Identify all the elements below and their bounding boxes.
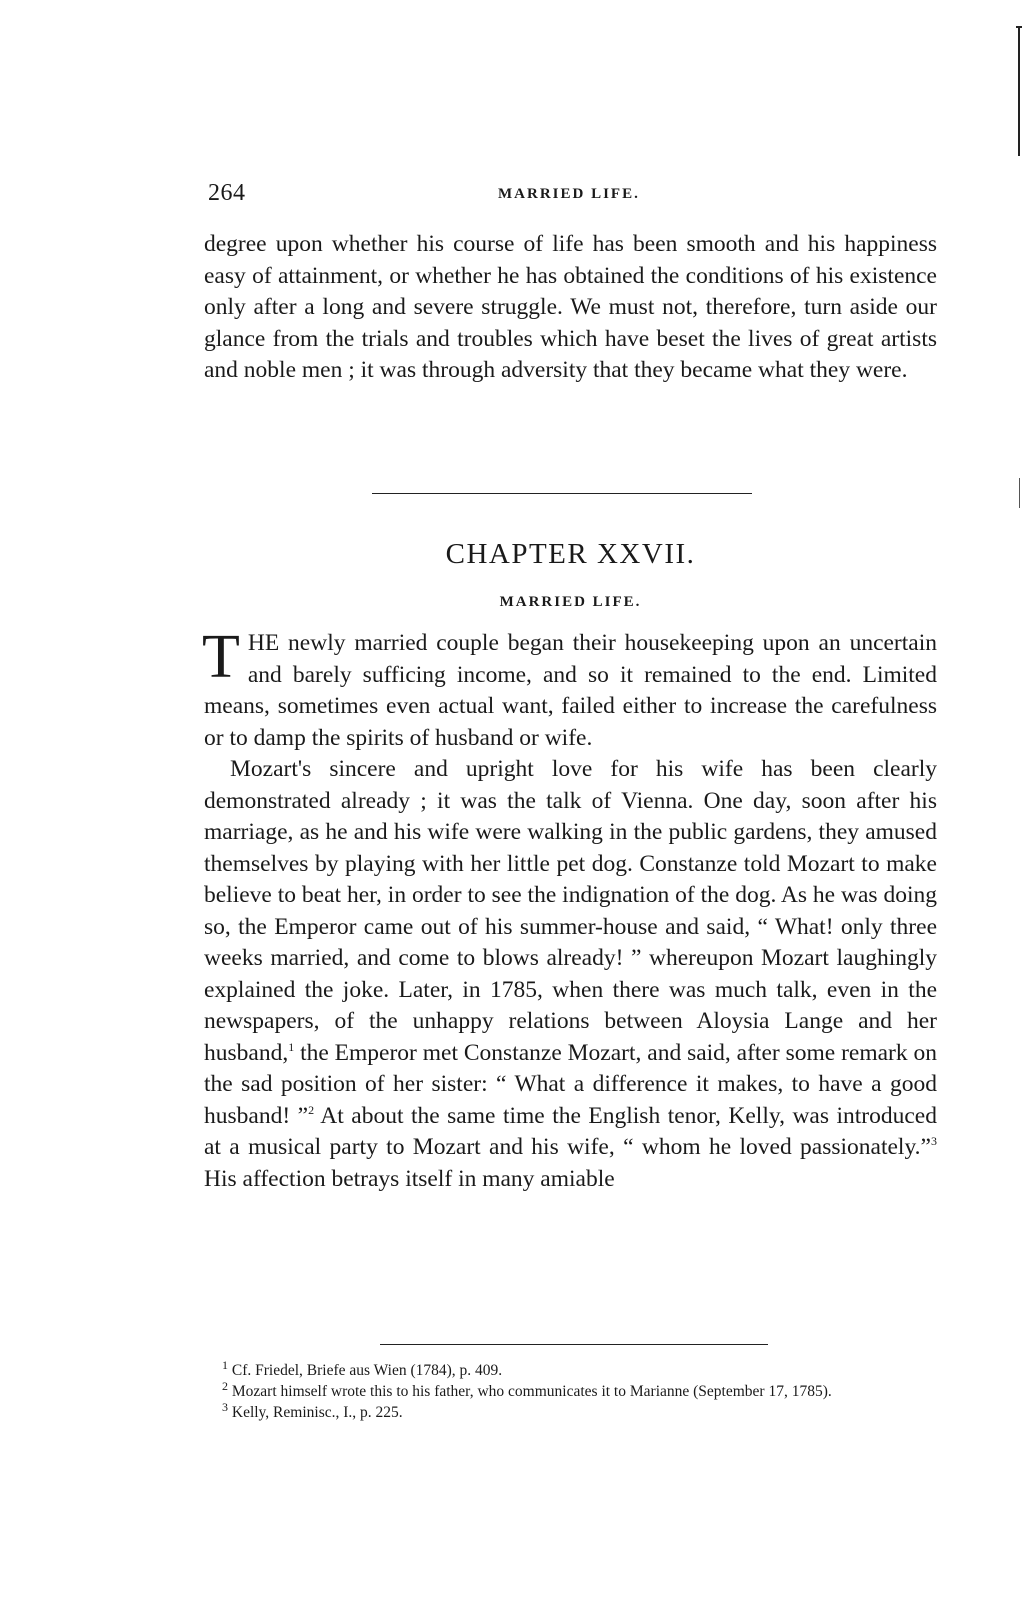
- page-number: 264: [208, 180, 246, 206]
- chapter-divider: [372, 493, 752, 494]
- page-edge-mark: [1019, 478, 1020, 508]
- chapter-heading: CHAPTER XXVII.: [445, 538, 696, 570]
- footnote-3: [204, 1399, 937, 1423]
- page-header: [208, 180, 953, 210]
- running-title: MARRIED LIFE.: [498, 186, 640, 202]
- paragraph-2-part-a: Mozart's sincere and upright love for his wife has been clearly demonstrated already ; it was the talk of Vienna. One day, soon after his marriage, as he and his wife were walking in the public gardens, they amused themselves by playing with her little pet dog. Constanze told Mozart to make believe to beat her, in order to see the indignation of the dog. As he was doing so, the Emperor came out of his summer-house and said, “ What! only three weeks married, and come to blows already! ” whereupon Mozart laughingly explained the joke. Later, in 1785, when there was much talk, even in the newspapers, of the unhappy relations between Aloysia Lange and her husband,: [204, 756, 937, 1066]
- paragraph-2-part-c: At about the same time the English tenor, Kelly, was introduced at a musical party to Mozart and his wife, “ whom he loved passionately.”: [204, 1102, 937, 1160]
- footnote-1: [204, 1357, 937, 1381]
- continuation-paragraph: [204, 229, 937, 387]
- footnote-divider: [380, 1344, 768, 1345]
- footnote-mark: 3: [222, 1399, 228, 1414]
- footnote-mark: 2: [222, 1378, 228, 1393]
- chapter-subtitle: MARRIED LIFE.: [499, 594, 642, 610]
- footnote-text: Mozart himself wrote this to his father, who communicates it to Marianne (September 17, 1785).: [228, 1383, 832, 1400]
- paragraph-2: [204, 754, 937, 1195]
- continuation-text: degree upon whether his course of life has been smooth and his happiness easy of attainment, or whether he has obtained the conditions of his existence only after a long and severe struggle. We must not, therefore, turn aside our glance from the trials and troubles which have beset the lives of great artists and noble men ; it was through adversity that they became what they were.: [204, 231, 937, 383]
- paragraph-2-part-b: the Emperor met Constanze Mozart, and said, after some remark on the sad position of her sister: “ What a difference it makes, to have a good husband! ”: [204, 1039, 937, 1129]
- footnote-ref-1: 1: [288, 1039, 295, 1054]
- footnote-mark: 1: [222, 1357, 228, 1372]
- footnote-2: [204, 1378, 937, 1402]
- page-edge-line: [1018, 28, 1020, 156]
- footnote-ref-2: 2: [308, 1102, 315, 1117]
- paragraph-2-part-d: His affection betrays itself in many amiable: [204, 1165, 615, 1192]
- footnote-text: Cf. Friedel, Briefe aus Wien (1784), p. 409.: [228, 1362, 503, 1379]
- footnote-ref-3: 3: [931, 1134, 937, 1149]
- footnotes: [204, 1357, 937, 1423]
- drop-cap: T: [202, 623, 240, 691]
- footnote-text: Kelly, Reminisc., I., p. 225.: [228, 1404, 403, 1421]
- paragraph-1-text: HE newly married couple began their housekeeping upon an uncertain and barely sufficing income, and so it remained to the end. Limited means, sometimes even actual want, failed either to increase the carefulness or to damp the spirits of husband or wife.: [204, 630, 937, 751]
- paragraph-1: [202, 623, 937, 754]
- chapter-body: [202, 623, 937, 1195]
